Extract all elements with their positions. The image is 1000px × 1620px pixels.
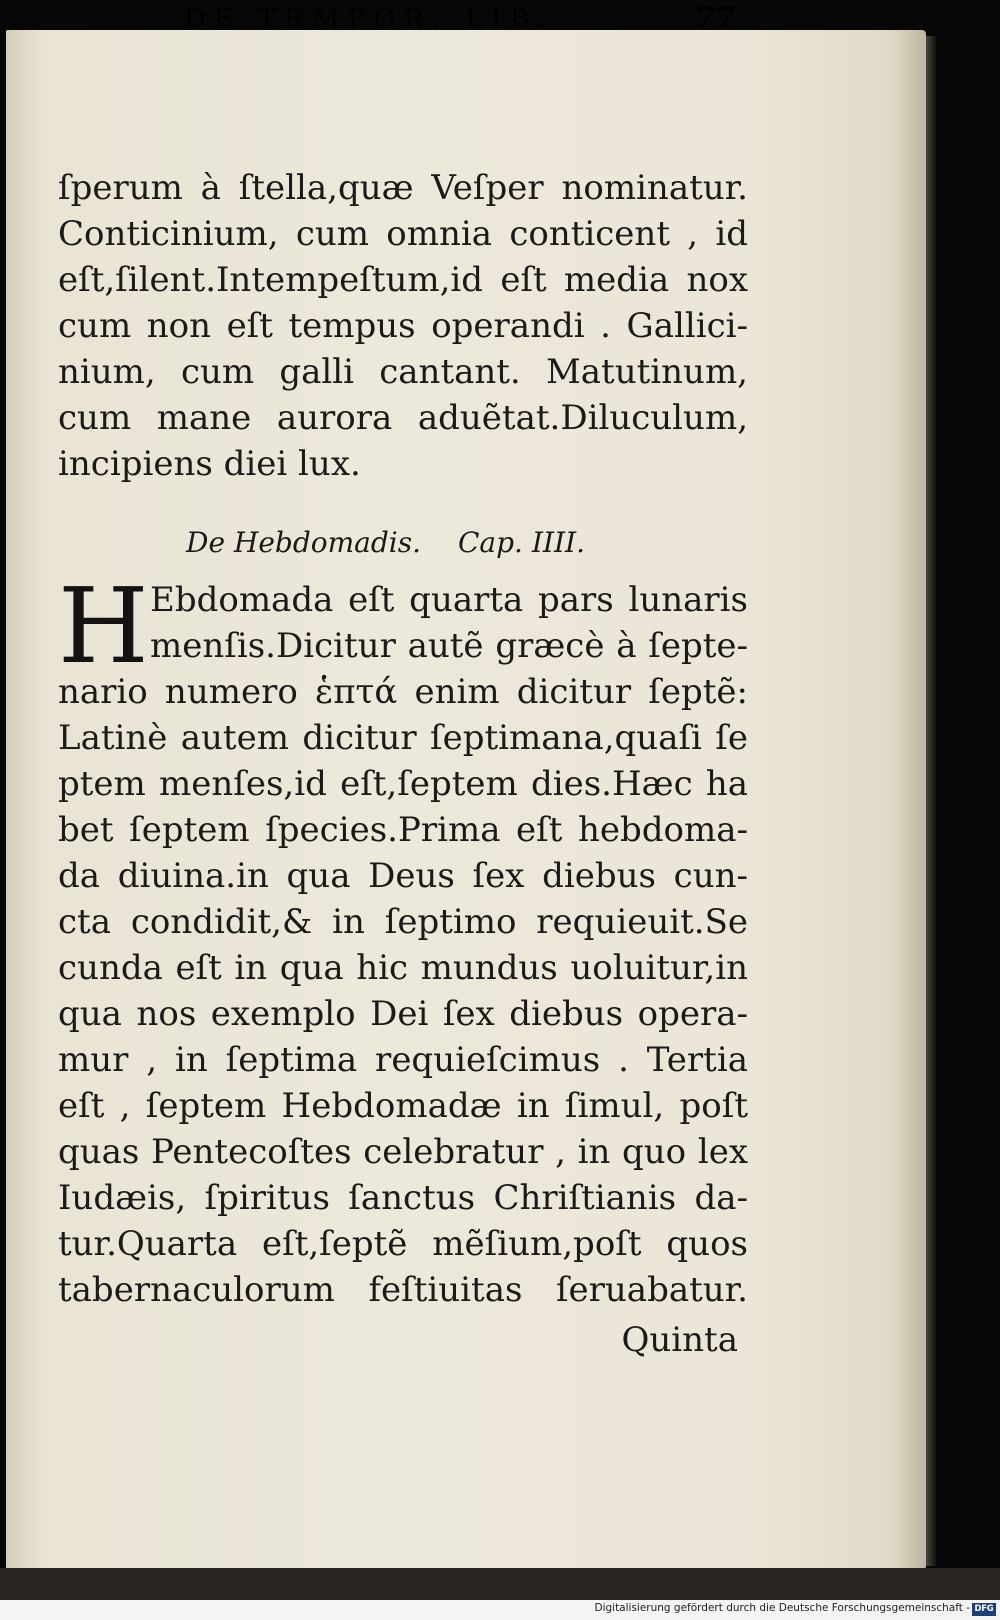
text-line: Iudæis, ſpiritus ſanctus Chriſtianis da- (58, 1178, 748, 1218)
text-line: qua nos exemplo Dei ſex diebus opera- (58, 994, 748, 1034)
text-line: eſt,ſilent.Intempeſtum,id eſt media nox (58, 260, 748, 300)
funding-credit: Digitalisierung gefördert durch die Deutsche Forschungsgemeinschaft - (594, 1602, 970, 1614)
digitization-footer (0, 1600, 1000, 1620)
text-line: ptem menſes,id eſt,ſeptem dies.Hæc ha (58, 764, 748, 804)
chapter-number: Cap. IIII. (458, 526, 585, 559)
text-line: tabernaculorum feſtiuitas ſeruabatur. (58, 1270, 748, 1310)
text-line: nium, cum galli cantant. Matutinum, (58, 352, 748, 392)
text-line: cta condidit,& in ſeptimo requieuit.Se (58, 902, 748, 942)
text-line: nario numero ἑπτά enim dicitur ſeptẽ: (58, 672, 748, 712)
text-line: incipiens diei lux. (58, 444, 361, 484)
text-line: eſt , ſeptem Hebdomadæ in ſimul, poſt (58, 1086, 748, 1126)
scan-bottom-margin (0, 1568, 1000, 1600)
text-line: cum non eſt tempus operandi . Gallici- (58, 306, 748, 346)
catchword: Quinta (621, 1320, 738, 1360)
dfg-logo: DFG (972, 1603, 996, 1616)
text-line: tur.Quarta eſt,ſeptẽ mẽſium,poſt quos (58, 1224, 748, 1264)
page-edge-shadow (926, 36, 936, 1566)
text-line: ſperum à ſtella,quæ Veſper nominatur. (58, 168, 748, 208)
page-number: 77 (695, 0, 736, 34)
running-head-title: DE TEMPOR. LIB. (184, 4, 555, 35)
text-line: da diuina.in qua Deus ſex diebus cun- (58, 856, 748, 896)
text-line: Conticinium, cum omnia conticent , id (58, 214, 748, 254)
text-line: menſis.Dicitur autẽ græcè à ſepte- (150, 626, 748, 666)
chapter-title: De Hebdomadis. (186, 526, 422, 559)
text-line: quas Pentecoſtes celebratur , in quo lex (58, 1132, 748, 1172)
drop-cap-initial: H (58, 565, 149, 687)
text-line: cum mane aurora aduẽtat.Diluculum, (58, 398, 748, 438)
text-line: cunda eſt in qua hic mundus uoluitur,in (58, 948, 748, 988)
text-line: bet ſeptem ſpecies.Prima eſt hebdoma- (58, 810, 748, 850)
running-head (128, 0, 748, 46)
text-line: Latinè autem dicitur ſeptimana,quaſi ſe (58, 718, 748, 758)
text-line: mur , in ſeptima requieſcimus . Tertia (58, 1040, 748, 1080)
text-line: Ebdomada eſt quarta pars lunaris (150, 580, 748, 620)
